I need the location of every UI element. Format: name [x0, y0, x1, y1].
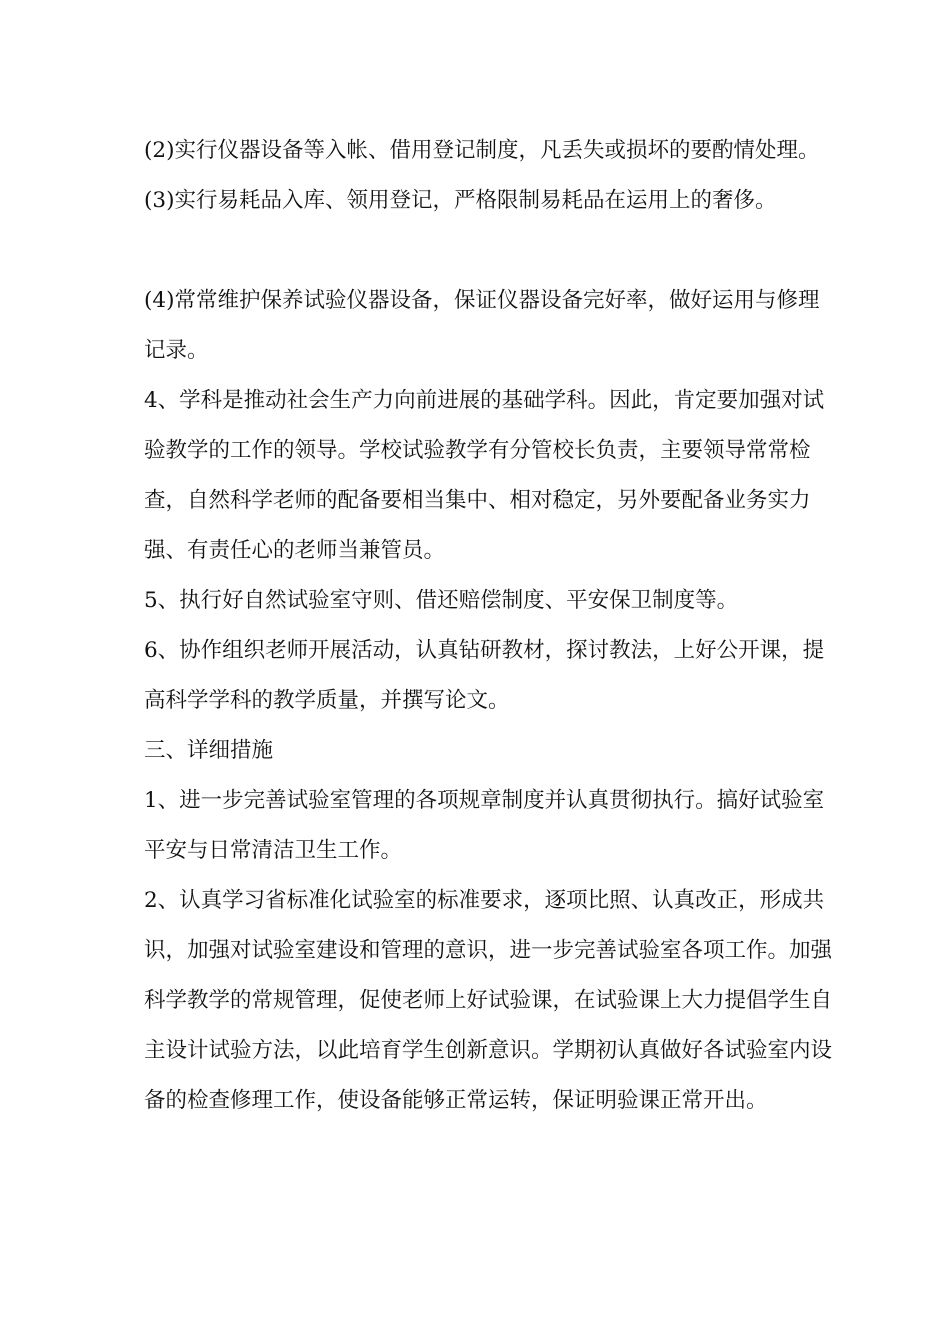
section-heading: 三、详细措施 — [144, 738, 274, 763]
paragraph-item-2: (2)实行仪器设备等入帐、借用登记制度，凡丢失或损坏的要酌情处理。 — [144, 138, 820, 163]
paragraph-item-3: (3)实行易耗品入库、领用登记，严格限制易耗品在运用上的奢侈。 — [144, 188, 777, 213]
paragraph-measure-1: 1、进一步完善试验室管理的各项规章制度并认真贯彻执行。搞好试验室平安与日常清洁卫生工作。 — [144, 788, 825, 863]
paragraph-section-5: 5、执行好自然试验室守则、借还赔偿制度、平安保卫制度等。 — [144, 588, 739, 613]
paragraph-item-4: (4)常常维护保养试验仪器设备，保证仪器设备完好率，做好运用与修理记录。 — [144, 288, 820, 363]
paragraph-measure-2: 2、认真学习省标准化试验室的标准要求，逐项比照、认真改正，形成共识，加强对试验室建设和管理的意识，进一步完善试验室各项工作。加强科学教学的常规管理，促使老师上好试验课，在试验课上大力提倡学生自主设计试验方法，以此培育学生创新意识。学期初认真做好各试验室内设备的检查修理工作，使设备能够正常运转，保证明验课正常开出。 — [144, 888, 833, 1113]
document-body — [144, 126, 834, 1126]
paragraph-section-6: 6、协作组织老师开展活动，认真钻研教材，探讨教法，上好公开课，提高科学学科的教学质量，并撰写论文。 — [144, 638, 825, 713]
paragraph-section-4: 4、学科是推动社会生产力向前进展的基础学科。因此，肯定要加强对试验教学的工作的领导。学校试验教学有分管校长负责，主要领导常常检查，自然科学老师的配备要相当集中、相对稳定，另外要配备业务实力强、有责任心的老师当兼管员。 — [144, 388, 825, 563]
